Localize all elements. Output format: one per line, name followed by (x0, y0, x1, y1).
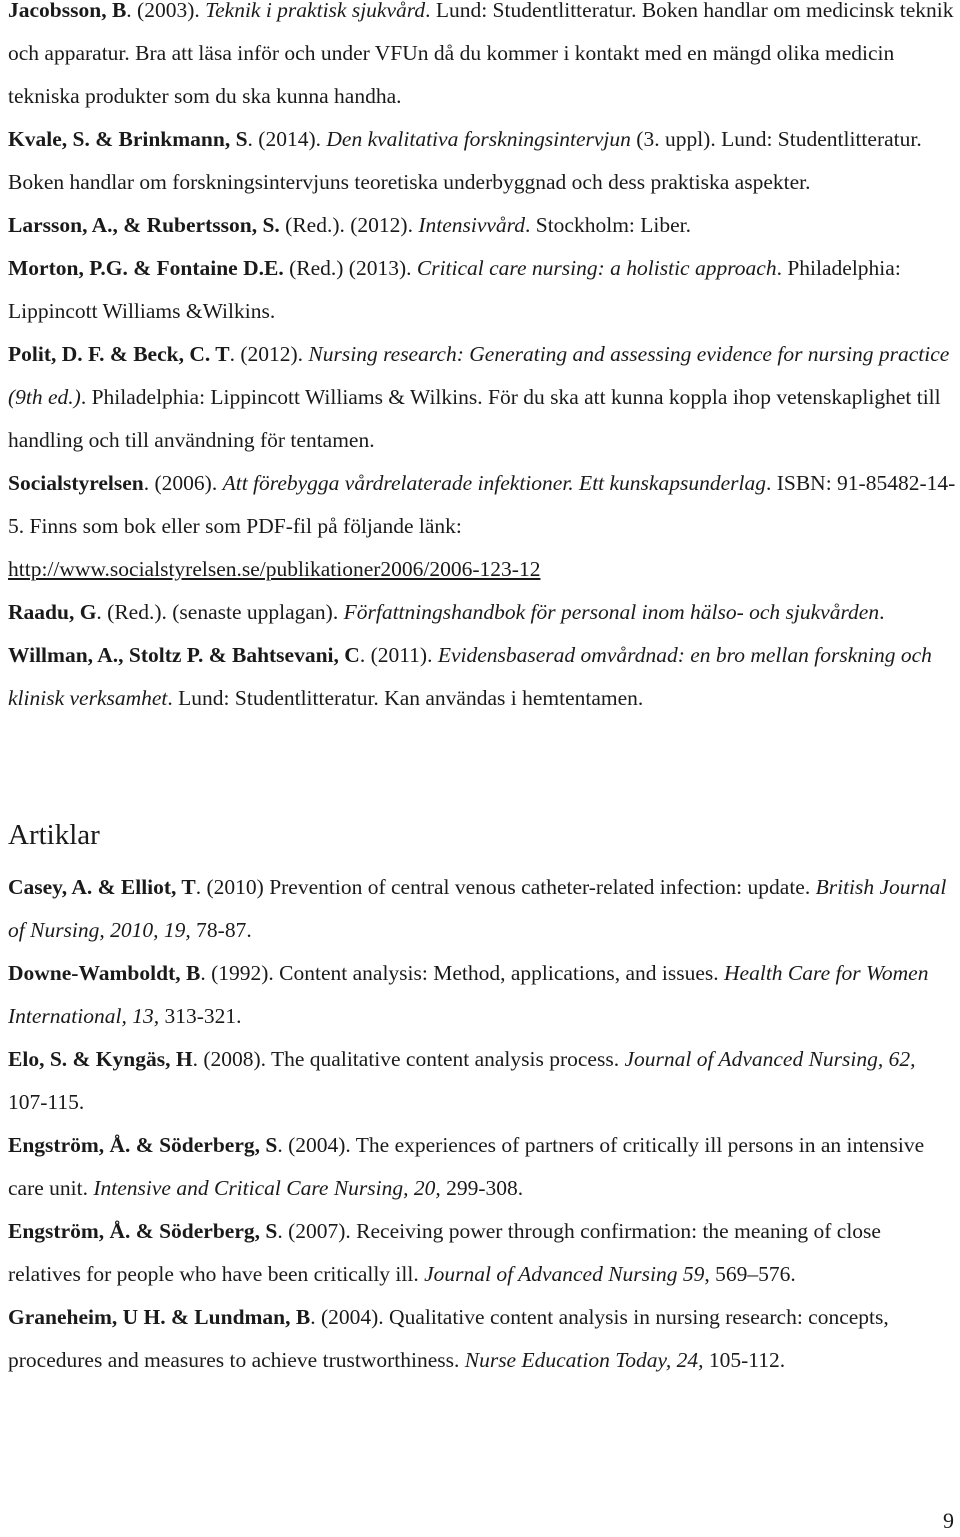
reference-author: Downe-Wamboldt, B (8, 961, 201, 985)
article-references (8, 866, 958, 1382)
reference-text: . Philadelphia: Lippincott Williams & Wilkins. För du ska att kunna koppla ihop vetenskaplighet till handling och till användning för tentamen. (8, 385, 941, 452)
reference-text: . Philadelphia: Lippincott Williams &Wilkins. (8, 256, 901, 323)
reference-title: Evidensbaserad omvårdnad: en bro mellan forskning och klinisk verksamhet (8, 643, 932, 710)
reference-title: British Journal of Nursing, 2010, 19, (8, 875, 947, 942)
reference-title: Den kvalitativa forskningsintervjun (326, 127, 631, 151)
reference-text: . (1992). Content analysis: Method, applications, and issues. (200, 961, 725, 985)
reference-title: Health Care for Women International, 13, (8, 961, 929, 1028)
reference-title: Att förebygga vårdrelaterade infektioner. Ett kunskapsunderlag (222, 471, 766, 495)
reference-author: Casey, A. & Elliot, T (8, 875, 196, 899)
reference-text: . (2011). (359, 643, 438, 667)
reference-text: . ISBN: 91-85482-14-5. Finns som bok eller som PDF-fil på följande länk: (8, 471, 956, 538)
reference-socialstyrelsen (8, 462, 958, 591)
reference-author: Graneheim, U H. & Lundman, B (8, 1305, 311, 1329)
reference-engstrom-2007 (8, 1210, 958, 1296)
reference-author: Socialstyrelsen (8, 471, 144, 495)
reference-downe-wamboldt (8, 952, 958, 1038)
reference-text: 107-115. (8, 1090, 85, 1114)
reference-author: Polit, D. F. & Beck, C. T (8, 342, 230, 366)
reference-author: Jacobsson, B (8, 0, 127, 22)
reference-text: . (2010) Prevention of central venous catheter-related infection: update. (195, 875, 816, 899)
reference-kvale (8, 118, 958, 204)
reference-text: . Lund: Studentlitteratur. Kan användas i hemtentamen. (167, 686, 644, 710)
reference-text: 313-321. (159, 1004, 242, 1028)
reference-text: . (2014). (247, 127, 327, 151)
reference-casey (8, 866, 958, 952)
reference-author: Morton, P.G. & Fontaine D.E. (8, 256, 284, 280)
reference-text: . (2004). The experiences of partners of critically ill persons in an intensive care unit. (8, 1133, 925, 1200)
reference-author: Willman, A., Stoltz P. & Bahtsevani, C (8, 643, 360, 667)
reference-polit (8, 333, 958, 462)
reference-text: . Stockholm: Liber. (525, 213, 692, 237)
reference-author: Kvale, S. & Brinkmann, S (8, 127, 248, 151)
reference-title: Intensivvård (418, 213, 525, 237)
reference-willman (8, 634, 958, 720)
reference-text: (3. uppl). Lund: Studentlitteratur. Boken handlar om forskningsintervjuns teoretiska underbyggnad och dess praktiska aspekter. (8, 127, 922, 194)
reference-text: . (Red.). (senaste upplagan). (96, 600, 344, 624)
reference-text: . (2008). The qualitative content analysis process. (192, 1047, 625, 1071)
reference-title: Nursing research: Generating and assessing evidence for nursing practice (9th ed.) (8, 342, 950, 409)
reference-author: Elo, S. & Kyngäs, H (8, 1047, 193, 1071)
reference-text: . (2007). Receiving power through confirmation: the meaning of close relatives for people who have been critically ill. (8, 1219, 881, 1286)
reference-title: Författningshandbok för personal inom hälso- och sjukvården (343, 600, 880, 624)
reference-larsson (8, 204, 958, 247)
reference-text: . (2006). (143, 471, 223, 495)
reference-text: 78-87. (190, 918, 252, 942)
articles-heading: Artiklar (8, 819, 100, 851)
reference-text: 105-112. (703, 1348, 786, 1372)
reference-title: Teknik i praktisk sjukvård (205, 0, 426, 22)
reference-text: (Red.) (2013). (283, 256, 417, 280)
reference-title: Journal of Advanced Nursing 59 (424, 1262, 705, 1286)
reference-graneheim (8, 1296, 958, 1382)
reference-jacobsson (8, 0, 958, 118)
socialstyrelsen-link[interactable]: http://www.socialstyrelsen.se/publikationer2006/2006-123-12 (8, 557, 541, 581)
reference-title: Critical care nursing: a holistic approach (416, 256, 777, 280)
reference-text: . (2003). (126, 0, 206, 22)
reference-raadu (8, 591, 958, 634)
reference-text: . (2012). (229, 342, 309, 366)
reference-title: Journal of Advanced Nursing, 62, (624, 1047, 916, 1071)
reference-text: . Lund: Studentlitteratur. Boken handlar om medicinsk teknik och apparatur. Bra att läsa inför och under VFUn då du kommer i kontakt med en mängd olika medicin tekniska produkter som du ska kunna handha. (8, 0, 954, 108)
reference-morton (8, 247, 958, 333)
reference-text: 299-308. (440, 1176, 524, 1200)
reference-author: Engström, Å. & Söderberg, S (8, 1219, 278, 1243)
reference-author: Larsson, A., & Rubertsson, S. (8, 213, 280, 237)
reference-engstrom-2004 (8, 1124, 958, 1210)
reference-text: , 569–576. (704, 1262, 796, 1286)
page-number: 9 (943, 1508, 954, 1533)
reference-author: Engström, Å. & Söderberg, S (8, 1133, 278, 1157)
reference-text: (Red.). (2012). (279, 213, 419, 237)
reference-elo (8, 1038, 958, 1124)
book-references (8, 0, 958, 720)
reference-text: . (2004). Qualitative content analysis in nursing research: concepts, procedures and measures to achieve trustworthiness. (8, 1305, 889, 1372)
reference-title: Nurse Education Today, 24, (464, 1348, 704, 1372)
reference-author: Raadu, G (8, 600, 97, 624)
reference-text: . (879, 600, 885, 624)
reference-title: Intensive and Critical Care Nursing, 20, (93, 1176, 441, 1200)
